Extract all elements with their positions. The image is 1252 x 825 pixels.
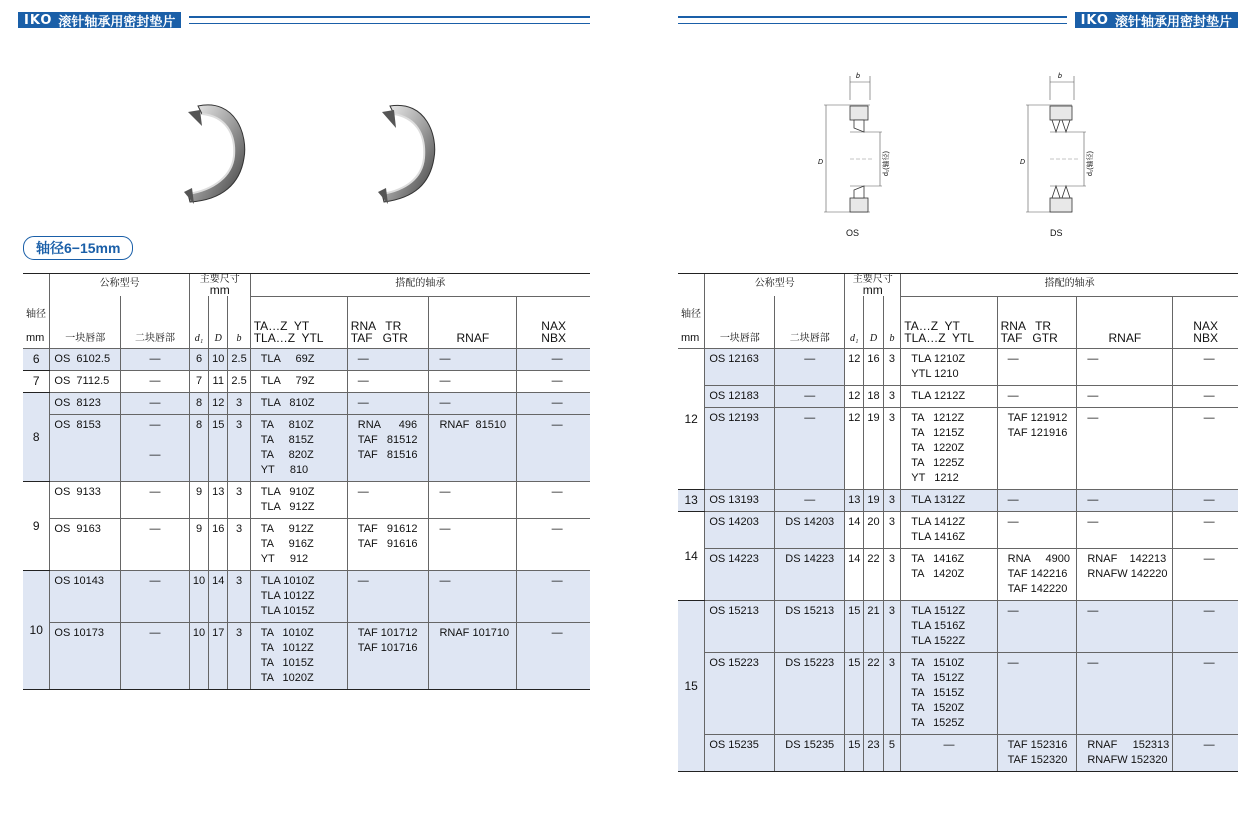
left-header-badge <box>18 12 181 28</box>
ds-model-cell: — — <box>121 414 190 481</box>
D-cell: 15 <box>209 414 228 481</box>
rna-bearing-cell: RNA 496 TAF 81512 TAF 81516 <box>347 414 429 481</box>
b-cell: 3 <box>228 622 250 689</box>
rna-bearing-cell: — <box>997 385 1077 407</box>
seal-image-ds <box>376 98 440 210</box>
ds-model-cell: — <box>775 489 845 511</box>
b-cell: 3 <box>228 570 250 622</box>
ds-model-cell: — <box>775 407 845 489</box>
shaft-cell: 10 <box>23 570 50 689</box>
b-cell: 2.5 <box>228 370 250 392</box>
b-cell: 2.5 <box>228 348 250 370</box>
b-cell: 3 <box>883 548 901 600</box>
table-row <box>23 392 590 414</box>
ta-bearing-cell: TA 912Z TA 916Z YT 912 <box>250 518 347 570</box>
shaft-cell: 13 <box>678 489 705 511</box>
D-cell: 10 <box>209 348 228 370</box>
rna-bearing-cell: — <box>997 511 1077 548</box>
ds-model-cell: DS 15223 <box>775 652 845 734</box>
b-cell: 3 <box>228 392 250 414</box>
D-cell: 12 <box>209 392 228 414</box>
os-model-cell: OS 9133 <box>50 481 121 518</box>
shaft-mm-unit: mm <box>681 331 700 344</box>
one-piece-header: 一块唇部 <box>50 296 121 348</box>
nax-bearing-cell: — <box>517 414 590 481</box>
main-dims-unit: mm <box>209 283 230 297</box>
os-model-cell: OS 14223 <box>705 548 775 600</box>
shaft-cell: 6 <box>23 348 50 370</box>
dim-d1-ds: d₁(轴径) <box>1087 151 1094 176</box>
two-piece-header: 二块唇部 <box>121 296 190 348</box>
rna-bearing-cell: — <box>347 370 429 392</box>
ds-model-cell: — <box>775 385 845 407</box>
ta-bearing-cell: TLA 1412Z TLA 1416Z <box>901 511 997 548</box>
nax-bearing-cell: — <box>517 348 590 370</box>
os-model-cell: OS 12183 <box>705 385 775 407</box>
rnaf-bearing-cell: — <box>429 392 517 414</box>
os-model-cell: OS 14203 <box>705 511 775 548</box>
left-header-rule <box>189 16 590 24</box>
nax-bearing-cell: — <box>1173 511 1238 548</box>
ta-bearing-cell: TLA 79Z <box>250 370 347 392</box>
d1-cell: 8 <box>189 392 208 414</box>
ds-model-cell: — <box>121 392 190 414</box>
ta-bearing-cell: TLA 1210Z YTL 1210 <box>901 348 997 385</box>
dim-D-os: D <box>818 159 824 166</box>
d1-cell: 10 <box>189 570 208 622</box>
rnaf-bearing-cell: — <box>1077 385 1173 407</box>
nax-bearing-cell: — <box>517 481 590 518</box>
os-model-cell: OS 7112.5 <box>50 370 121 392</box>
rnaf-bearing-cell: — <box>1077 652 1173 734</box>
rnaf-bearing-cell: — <box>429 348 517 370</box>
table-row <box>678 652 1238 734</box>
D-cell: 22 <box>864 548 883 600</box>
d1-cell: 9 <box>189 481 208 518</box>
two-piece-header: 二块唇部 <box>775 296 845 348</box>
table-row <box>678 511 1238 548</box>
right-header <box>678 12 1238 28</box>
dim-d1-os: d₁(轴径) <box>883 151 890 176</box>
shaft-header: 轴径 mm <box>678 274 705 349</box>
b-cell: 5 <box>883 734 901 771</box>
shaft-cell: 8 <box>23 392 50 481</box>
ds-model-cell: DS 14203 <box>775 511 845 548</box>
D-cell: 14 <box>209 570 228 622</box>
d1-cell: 12 <box>845 385 864 407</box>
main-dims-header <box>845 274 901 297</box>
d1-cell: 8 <box>189 414 208 481</box>
dim-b-os: b <box>856 73 860 80</box>
os-model-cell: OS 6102.5 <box>50 348 121 370</box>
d1-cell: 15 <box>845 652 864 734</box>
section-diagram-ds <box>1016 72 1096 222</box>
rna-bearing-cell: TAF 121912 TAF 121916 <box>997 407 1077 489</box>
ds-model-cell: DS 14223 <box>775 548 845 600</box>
rna-bearing-cell: — <box>347 392 429 414</box>
D-cell: 21 <box>864 600 883 652</box>
nominal-header: 公称型号 <box>50 274 189 297</box>
right-header-title: 滚针轴承用密封垫片 <box>1114 13 1232 29</box>
iko-logo: IKO <box>24 12 53 28</box>
ta-bearing-cell: TLA 910Z TLA 912Z <box>250 481 347 518</box>
ta-bearing-cell: — <box>901 734 997 771</box>
rnaf-bearing-cell: — <box>1077 348 1173 385</box>
b-cell: 3 <box>883 407 901 489</box>
rna-bearing-cell: — <box>997 489 1077 511</box>
table-row <box>678 348 1238 385</box>
nax-bearing-cell: — <box>517 622 590 689</box>
right-header-badge <box>1075 12 1238 28</box>
ta-col-header: TA…Z YT TLA…Z YTL <box>250 296 347 348</box>
nax-bearing-cell: — <box>1173 407 1238 489</box>
dim-D-ds: D <box>1020 159 1026 166</box>
right-header-rule <box>678 16 1067 24</box>
table-row <box>23 370 590 392</box>
rna-bearing-cell: — <box>347 570 429 622</box>
shaft-cell: 12 <box>678 348 705 489</box>
ds-model-cell: — <box>121 622 190 689</box>
iko-logo-right: IKO <box>1080 12 1109 28</box>
rna-bearing-cell: — <box>997 652 1077 734</box>
d1-cell: 10 <box>189 622 208 689</box>
d1-cell: 7 <box>189 370 208 392</box>
d1-cell: 12 <box>845 407 864 489</box>
os-model-cell: OS 15235 <box>705 734 775 771</box>
table-row <box>23 622 590 689</box>
b-cell: 3 <box>883 652 901 734</box>
b-cell: 3 <box>883 385 901 407</box>
rna-bearing-cell: — <box>997 600 1077 652</box>
table-row <box>678 385 1238 407</box>
ta-bearing-cell: TLA 1010Z TLA 1012Z TLA 1015Z <box>250 570 347 622</box>
shaft-header: 轴径 mm <box>23 274 50 349</box>
rna-bearing-cell: — <box>997 348 1077 385</box>
ds-model-cell: — <box>775 348 845 385</box>
D-cell: 11 <box>209 370 228 392</box>
table-row <box>678 407 1238 489</box>
main-dims-title: 主要尺寸 <box>852 274 893 285</box>
ds-model-cell: — <box>121 570 190 622</box>
rnaf-bearing-cell: — <box>429 481 517 518</box>
ta-bearing-cell: TA 1010Z TA 1012Z TA 1015Z TA 1020Z <box>250 622 347 689</box>
ds-model-cell: — <box>121 518 190 570</box>
b-cell: 3 <box>883 600 901 652</box>
d1-header: d₁ <box>189 296 208 348</box>
b-cell: 3 <box>228 518 250 570</box>
D-cell: 18 <box>864 385 883 407</box>
rnaf-bearing-cell: — <box>1077 600 1173 652</box>
os-model-cell: OS 15213 <box>705 600 775 652</box>
os-model-cell: OS 13193 <box>705 489 775 511</box>
b-header: b <box>228 296 250 348</box>
left-header-title: 滚针轴承用密封垫片 <box>58 13 176 29</box>
rnaf-bearing-cell: RNAF 142213 RNAFW 142220 <box>1077 548 1173 600</box>
os-model-cell: OS 12163 <box>705 348 775 385</box>
ds-model-cell: — <box>121 348 190 370</box>
nax-col-header: NAX NBX <box>1173 296 1238 348</box>
table-row <box>23 414 590 481</box>
D-cell: 20 <box>864 511 883 548</box>
D-cell: 17 <box>209 622 228 689</box>
b-cell: 3 <box>883 348 901 385</box>
nax-bearing-cell: — <box>517 392 590 414</box>
ta-bearing-cell: TLA 69Z <box>250 348 347 370</box>
d1-header: d₁ <box>845 296 864 348</box>
d1-cell: 15 <box>845 734 864 771</box>
nax-bearing-cell: — <box>1173 652 1238 734</box>
nax-bearing-cell: — <box>517 518 590 570</box>
os-model-cell: OS 8123 <box>50 392 121 414</box>
left-header <box>18 12 590 28</box>
rna-col-header: RNA TR TAF GTR <box>997 296 1077 348</box>
shaft-cell: 7 <box>23 370 50 392</box>
rnaf-bearing-cell: — <box>429 570 517 622</box>
nax-bearing-cell: — <box>1173 348 1238 385</box>
nax-bearing-cell: — <box>1173 548 1238 600</box>
rna-bearing-cell: — <box>347 481 429 518</box>
ta-bearing-cell: TA 1510Z TA 1512Z TA 1515Z TA 1520Z TA 1525Z <box>901 652 997 734</box>
ta-bearing-cell: TA 810Z TA 815Z TA 820Z YT 810 <box>250 414 347 481</box>
ta-bearing-cell: TLA 810Z <box>250 392 347 414</box>
rnaf-bearing-cell: — <box>1077 511 1173 548</box>
ta-bearing-cell: TLA 1212Z <box>901 385 997 407</box>
rnaf-col-header: RNAF <box>1077 296 1173 348</box>
os-model-cell: OS 9163 <box>50 518 121 570</box>
rna-bearing-cell: TAF 91612 TAF 91616 <box>347 518 429 570</box>
D-cell: 13 <box>209 481 228 518</box>
b-cell: 3 <box>228 481 250 518</box>
shaft-mm-unit: mm <box>26 331 45 344</box>
d1-cell: 6 <box>189 348 208 370</box>
rna-bearing-cell: TAF 152316 TAF 152320 <box>997 734 1077 771</box>
rnaf-bearing-cell: RNAF 81510 <box>429 414 517 481</box>
nax-bearing-cell: — <box>1173 489 1238 511</box>
rna-col-header: RNA TR TAF GTR <box>347 296 429 348</box>
D-header: D <box>209 296 228 348</box>
nominal-header: 公称型号 <box>705 274 845 297</box>
section-diagram-os <box>814 72 894 222</box>
D-cell: 16 <box>209 518 228 570</box>
ds-diagram-label: DS <box>1050 228 1063 238</box>
d1-cell: 12 <box>845 348 864 385</box>
shaft-cell: 15 <box>678 600 705 771</box>
d1-cell: 14 <box>845 548 864 600</box>
ds-model-cell: DS 15213 <box>775 600 845 652</box>
main-dims-header <box>189 274 250 297</box>
bearings-header: 搭配的轴承 <box>901 274 1238 297</box>
D-cell: 19 <box>864 407 883 489</box>
left-spec-table <box>23 273 590 690</box>
shaft-cell: 9 <box>23 481 50 570</box>
table-row <box>23 518 590 570</box>
nax-bearing-cell: — <box>517 570 590 622</box>
dim-b-ds: b <box>1058 73 1062 80</box>
table-row <box>678 600 1238 652</box>
D-cell: 19 <box>864 489 883 511</box>
D-cell: 22 <box>864 652 883 734</box>
ta-col-header: TA…Z YT TLA…Z YTL <box>901 296 997 348</box>
os-model-cell: OS 8153 <box>50 414 121 481</box>
d1-cell: 14 <box>845 511 864 548</box>
D-header: D <box>864 296 883 348</box>
shaft-cell: 14 <box>678 511 705 600</box>
seal-image-os <box>178 96 248 210</box>
d1-cell: 9 <box>189 518 208 570</box>
bearings-header: 搭配的轴承 <box>250 274 590 297</box>
table-row <box>23 348 590 370</box>
rnaf-bearing-cell: RNAF 101710 <box>429 622 517 689</box>
rnaf-col-header: RNAF <box>429 296 517 348</box>
table-row <box>23 570 590 622</box>
rnaf-bearing-cell: — <box>429 518 517 570</box>
rnaf-bearing-cell: — <box>1077 407 1173 489</box>
os-diagram-label: OS <box>846 228 860 238</box>
nax-col-header: NAX NBX <box>517 296 590 348</box>
os-model-cell: OS 15223 <box>705 652 775 734</box>
D-cell: 16 <box>864 348 883 385</box>
ds-model-cell: DS 15235 <box>775 734 845 771</box>
main-dims-title: 主要尺寸 <box>199 274 240 285</box>
d1-cell: 15 <box>845 600 864 652</box>
rnaf-bearing-cell: — <box>429 370 517 392</box>
nax-bearing-cell: — <box>1173 734 1238 771</box>
rnaf-bearing-cell: RNAF 152313 RNAFW 152320 <box>1077 734 1173 771</box>
nax-bearing-cell: — <box>517 370 590 392</box>
os-model-cell: OS 12193 <box>705 407 775 489</box>
b-cell: 3 <box>228 414 250 481</box>
b-header: b <box>883 296 901 348</box>
right-spec-table <box>678 273 1238 772</box>
b-cell: 3 <box>883 511 901 548</box>
ta-bearing-cell: TLA 1312Z <box>901 489 997 511</box>
table-row <box>23 481 590 518</box>
main-dims-unit: mm <box>862 283 883 297</box>
b-cell: 3 <box>883 489 901 511</box>
rna-bearing-cell: — <box>347 348 429 370</box>
rnaf-bearing-cell: — <box>1077 489 1173 511</box>
os-model-cell: OS 10173 <box>50 622 121 689</box>
rna-bearing-cell: RNA 4900 TAF 142216 TAF 142220 <box>997 548 1077 600</box>
ds-model-cell: — <box>121 481 190 518</box>
one-piece-header: 一块唇部 <box>705 296 775 348</box>
D-cell: 23 <box>864 734 883 771</box>
ds-model-cell: — <box>121 370 190 392</box>
nax-bearing-cell: — <box>1173 600 1238 652</box>
os-model-cell: OS 10143 <box>50 570 121 622</box>
rna-bearing-cell: TAF 101712 TAF 101716 <box>347 622 429 689</box>
ta-bearing-cell: TLA 1512Z TLA 1516Z TLA 1522Z <box>901 600 997 652</box>
table-row <box>678 489 1238 511</box>
table-row <box>678 734 1238 771</box>
d1-cell: 13 <box>845 489 864 511</box>
ta-bearing-cell: TA 1212Z TA 1215Z TA 1220Z TA 1225Z YT 1212 <box>901 407 997 489</box>
table-row <box>678 548 1238 600</box>
shaft-range-label: 轴径6−15mm <box>23 236 133 260</box>
ta-bearing-cell: TA 1416Z TA 1420Z <box>901 548 997 600</box>
nax-bearing-cell: — <box>1173 385 1238 407</box>
